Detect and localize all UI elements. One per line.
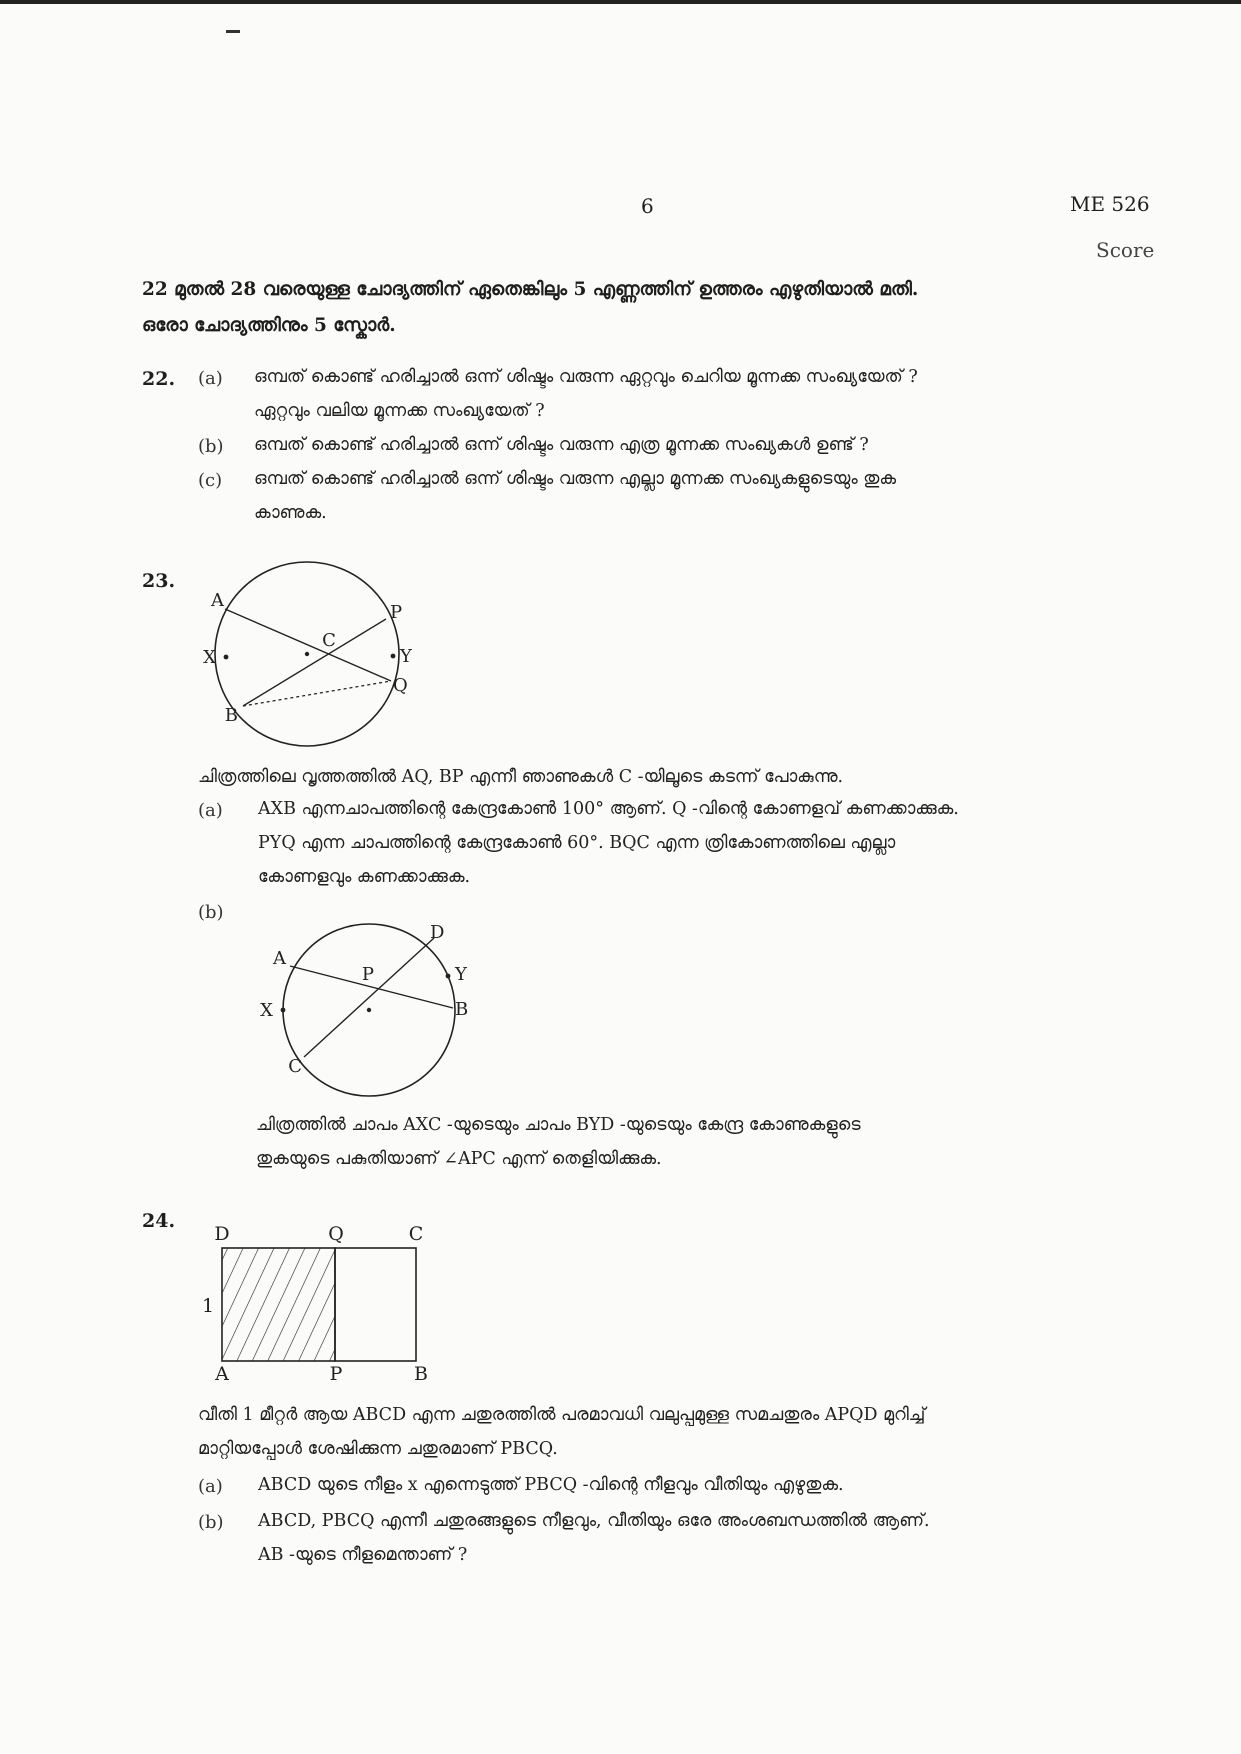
label-q: Q bbox=[328, 1223, 344, 1245]
text-line: PYQ എന്ന ചാപത്തിന്റെ കേന്ദ്രകോൺ 60°. BQC എന്ന ത്രികോണത്തിലെ എല്ലാ bbox=[258, 833, 896, 853]
instruction-line: ഒരോ ചോദ്യത്തിനും 5 സ്കോർ. bbox=[142, 315, 396, 336]
rectangle-pbcq bbox=[335, 1248, 416, 1361]
label-p: P bbox=[329, 1363, 343, 1385]
label-b: B bbox=[224, 705, 238, 726]
label-d: D bbox=[430, 922, 445, 943]
rectangle-square-figure bbox=[195, 1218, 440, 1386]
q24-stem bbox=[198, 1398, 1128, 1466]
text-line: ഏറ്റവും വലിയ മൂന്നക്ക സംഖ്യയേത് ? bbox=[254, 401, 545, 421]
text-line: കോണളവും കണക്കാക്കുക. bbox=[258, 867, 471, 887]
instruction-line: 22 മുതൽ 28 വരെയുള്ള ചോദ്യത്തിന് ഏതെങ്കിലും 5 എണ്ണത്തിന് ഉത്തരം എഴുതിയാൽ മതി. bbox=[142, 279, 919, 300]
q22-part-b-text: ഒമ്പത് കൊണ്ട് ഹരിച്ചാൽ ഒന്ന് ശിഷ്ടം വരുന്ന എത്ര മൂന്നക്ക സംഖ്യകൾ ഉണ്ട് ? bbox=[254, 435, 869, 455]
q22-part-c-label: (c) bbox=[198, 470, 223, 491]
text-line: മാറ്റിയപ്പോൾ ശേഷിക്കുന്ന ചതുരമാണ് PBCQ. bbox=[198, 1439, 558, 1459]
q24-part-b-label: (b) bbox=[198, 1512, 224, 1533]
text-line: വീതി 1 മീറ്റർ ആയ ABCD എന്ന ചതുരത്തിൽ പരമാവധി വലുപ്പമുള്ള സമചതുരം APQD മുറിച്ച് bbox=[198, 1405, 926, 1425]
paper-code: ME 526 bbox=[1070, 192, 1150, 216]
point-x bbox=[224, 655, 229, 660]
label-side-length: 1 bbox=[201, 1295, 215, 1317]
section-instruction bbox=[142, 272, 1142, 344]
question-number-22: 22. bbox=[142, 368, 176, 390]
point-y bbox=[391, 654, 396, 659]
point-x bbox=[281, 1008, 286, 1013]
page-number: 6 bbox=[641, 194, 654, 218]
text-line: ചിത്രത്തിൽ ചാപം AXC -യുടെയും ചാപം BYD -യുടെയും കേന്ദ്ര കോണുകളുടെ bbox=[256, 1115, 861, 1135]
center-point bbox=[367, 1008, 371, 1012]
label-x: X bbox=[260, 1000, 273, 1021]
question-number-23: 23. bbox=[142, 570, 176, 592]
circle-chords-figure-2 bbox=[250, 918, 480, 1100]
q23-part-a-label: (a) bbox=[198, 800, 223, 821]
label-q: Q bbox=[393, 675, 408, 696]
q24-part-b-text bbox=[258, 1504, 1124, 1572]
label-c: C bbox=[288, 1056, 302, 1077]
point-y bbox=[446, 974, 451, 979]
label-b: B bbox=[414, 1363, 428, 1385]
center-point bbox=[305, 652, 309, 656]
q22-part-a-label: (a) bbox=[198, 368, 223, 389]
label-d: D bbox=[214, 1223, 230, 1245]
q23-part-b-text bbox=[256, 1108, 1124, 1176]
question-number-24: 24. bbox=[142, 1210, 176, 1232]
label-y: Y bbox=[400, 646, 412, 667]
q23-part-b-label: (b) bbox=[198, 902, 224, 923]
text-line: ഒമ്പത് കൊണ്ട് ഹരിച്ചാൽ ഒന്ന് ശിഷ്ടം വരുന്ന ഏറ്റവും ചെറിയ മൂന്നക്ക സംഖ്യയേത് ? bbox=[254, 367, 918, 387]
text-line: AB -യുടെ നീളമെന്താണ് ? bbox=[258, 1545, 468, 1565]
label-p: P bbox=[390, 602, 403, 623]
q24-part-a-label: (a) bbox=[198, 1476, 223, 1497]
chord-bp bbox=[243, 619, 386, 706]
label-x: X bbox=[203, 647, 216, 668]
q22-part-b-label: (b) bbox=[198, 436, 224, 457]
label-c: C bbox=[322, 630, 336, 651]
text-line: തുകയുടെ പകുതിയാണ് ∠APC എന്ന് തെളിയിക്കുക. bbox=[256, 1149, 662, 1169]
label-p: P bbox=[361, 964, 374, 985]
chord-aq bbox=[225, 609, 391, 681]
label-b: B bbox=[455, 999, 469, 1020]
scan-top-edge bbox=[0, 0, 1241, 4]
text-line: ഒമ്പത് കൊണ്ട് ഹരിച്ചാൽ ഒന്ന് ശിഷ്ടം വരുന്ന എല്ലാ മൂന്നക്ക സംഖ്യകളുടെയും തുക bbox=[254, 469, 897, 489]
label-a: A bbox=[211, 590, 224, 611]
text-line: ABCD, PBCQ എന്നീ ചതുരങ്ങളുടെ നീളവും, വീതിയും ഒരേ അംശബന്ധത്തിൽ ആണ്. bbox=[258, 1511, 930, 1531]
label-c: C bbox=[408, 1223, 424, 1245]
text-line: AXB എന്നചാപത്തിന്റെ കേന്ദ്രകോൺ 100° ആണ്. Q -വിന്റെ കോണളവ് കണക്കാക്കുക. bbox=[258, 799, 959, 819]
label-a: A bbox=[215, 1363, 229, 1385]
scan-mark bbox=[226, 30, 240, 33]
segment-bq-dashed bbox=[243, 681, 391, 706]
q23-part-a-text bbox=[258, 792, 1124, 894]
q22-part-a-text bbox=[254, 360, 1124, 428]
q24-part-a-text: ABCD യുടെ നീളം x എന്നെടുത്ത് PBCQ -വിന്റെ നീളവും വീതിയും എഴുതുക. bbox=[258, 1475, 844, 1495]
label-a: A bbox=[273, 948, 286, 969]
circle-chords-figure-1 bbox=[190, 560, 450, 760]
q23-stem: ചിത്രത്തിലെ വൃത്തത്തിൽ AQ, BP എന്നീ ഞാണുകൾ C -യിലൂടെ കടന്ന് പോകുന്നു. bbox=[198, 767, 844, 787]
label-y: Y bbox=[455, 964, 467, 985]
text-line: കാണുക. bbox=[254, 503, 327, 523]
square-apqd-shaded bbox=[222, 1248, 335, 1361]
q22-part-c-text bbox=[254, 462, 1124, 530]
score-label: Score bbox=[1096, 238, 1155, 262]
